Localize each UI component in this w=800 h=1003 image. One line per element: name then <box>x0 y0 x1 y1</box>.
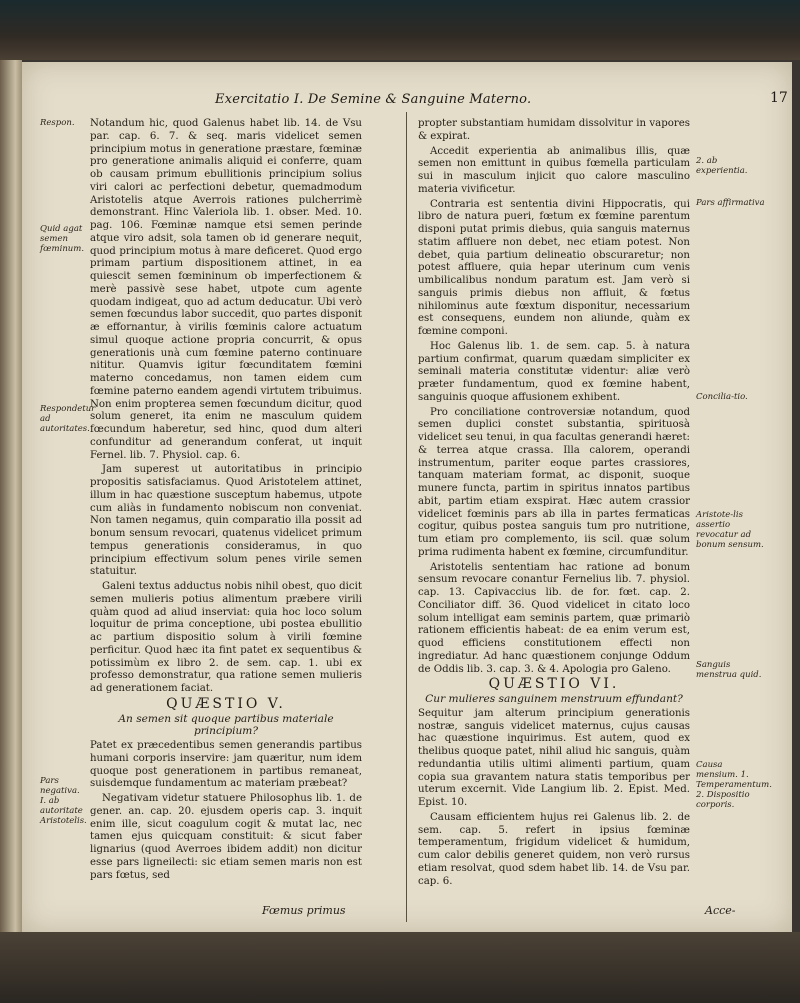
section-subhead-vi: Cur mulieres sanguinem menstruum effundant? <box>425 693 683 705</box>
right-paragraph: Accedit experientia ab animalibus illis, quæ semen non emittunt in quibus fœmella particulam sui in masculum injicit quo calore masculino materia vivificetur. <box>418 145 690 195</box>
right-paragraph: Pro conciliatione controversiæ notandum, quod semen duplici constet substantia, spirituosà videlicet seu tenui, in qua facultas generandi hæret: & terrea atque crassa. Illa calorem, operandi instrumentum, pariter eoque partes crassiores, tanquam materiam format, ac disponit, suoque munere functa, partim in spiritus innatos partibus abit, partim etiam exspirat. Hæc autem crassior videlicet fœminis pars ab illa in partes fermaticas cogitur, quibus postea sanguis tum pro nutritione, tum etiam pro complemento, iis scil. quæ solum prima rudimenta habent ex fœmine, circumfunditur. <box>418 406 690 558</box>
right-paragraph: Hoc Galenus lib. 1. de sem. cap. 5. à natura partium confirmat, quarum quædam simpliciter ex seminali materia constitutæ videntur: aliæ verò præter fundamentum, quod ex fœmine habent, sanguinis quoque affusionem exhibent. <box>418 340 690 403</box>
margin-note-left: Pars negativa. I. ab autoritate Aristotelis. <box>40 776 87 826</box>
photo-background-top <box>0 0 800 60</box>
margin-note-right: Pars affirmativa <box>696 198 765 208</box>
margin-note-right: Aristote-lis assertio revocatur ad bonum sensum. <box>696 510 764 550</box>
catchword-left: Fœmus primus <box>262 904 346 917</box>
margin-note-right: Sanguis menstrua quid. <box>696 660 762 680</box>
left-paragraph: Notandum hic, quod Galenus habet lib. 14. de Vsu par. cap. 6. 7. & seq. maris videlicet semen principium motus in generatione præstare, fœminæ pro generatione animalis aliquid ei conferre, quam ob causam primum ebullitionis principium solius viri calori ac perfectioni debetur, quemadmodum Aristotelis atque Averrois rationes pulcherrimè demonstrant. Hinc Valeriola lib. 1. obser. Med. 10. pag. 106. Fœminæ namque etsi semen perinde atque viro adsit, sola tamen ob id generare nequit, quod principium motus à mare deficeret. Quod ergo primam partium dispositionem attinet, in ea quiescit semen fœmininum ob imperfectionem & merè passivè sese habet, utpote cum agente quodam indigeat, quo ad actum deducatur. Ubi verò semen fœcundus labor succedit, quo partes disponit æ effornantur, à virilis fœminis calore actuatum simul quoque actione propria concurrit, & opus generationis unà cum fœmine paterno continuare nititur. Quamvis igitur fœcunditatem fœmini materno concedamus, non tamen eidem cum fœmine paterno eandem agendi virtutem tribuimus. Non enim propterea semen fœcundum dicitur, quod solum generet, ita enim ne masculum quidem fœcundum haberetur, sed hinc, quod dum alteri confunditur ad generandum conferat, ut inquit Fernel. lib. 7. Physiol. cap. 6. <box>90 118 362 461</box>
column-rule <box>406 112 407 922</box>
left-column <box>90 118 362 884</box>
book-edge <box>0 60 22 1003</box>
right-column <box>418 118 690 890</box>
section-heading-vi: QUÆSTIO VI. <box>488 676 620 693</box>
right-paragraph: Sequitur jam alterum principium generationis nostræ, sanguis videlicet maternus, cujus causas hac quæstione inquirimus. Est autem, quod ex thelibus quoque patet, nihil aliud hic sanguis, quàm redundantia utilis ultimi alimenti partium, quam copia sua gravantem natura statis temporibus per uterum excernit. Vide Langium lib. 2. Epist. Med. Epist. 10. <box>418 707 690 808</box>
catchword-right: Acce- <box>705 904 736 917</box>
margin-note-left: Quid agat semen fœminum. <box>40 224 85 254</box>
left-paragraph: Negativam videtur statuere Philosophus lib. 1. de gener. an. cap. 20. ejusdem operis cap. 3. inquit enim ille, sicut coagulum cogit & mutat lac, nec tamen ejus quicquam constituit: & sicut faber lignarius (quod Averroes ibidem addit) non dicitur esse pars ligneilecti: sic etiam semen maris non est pars fœtus, sed <box>90 793 362 881</box>
section-subhead-v: An semen sit quoque partibus materiale principium? <box>118 712 334 738</box>
page-number: 17 <box>770 90 788 106</box>
margin-note-left: Respondetur ad autoritates. <box>40 404 96 434</box>
left-paragraph: Patet ex præcedentibus semen generandis partibus humani corporis inservire: jam quæritur, num idem quoque post generationem in partibus remaneat, suisdemque fundamentum ac materiam præbeat? <box>90 740 362 790</box>
margin-note-left: Respon. <box>40 118 75 128</box>
right-paragraph: propter substantiam humidam dissolvitur in vapores & expirat. <box>418 118 690 142</box>
left-paragraph: Jam superest ut autoritatibus in principio propositis satisfaciamus. Quod Aristotelem attinet, illum in hac quæstione susceptum habemus, utpote cum aliàs in fundamento nobiscum non conveniat. Non tamen negamus, quin comparatio illa possit ad bonum sensum revocari, quatenus videlicet primum tempus generationis consideramus, in quo principium effectivum solum penes virile semen statuitur. <box>90 464 362 578</box>
margin-note-right: Concilia-tio. <box>696 392 748 402</box>
right-paragraph: Contraria est sententia divini Hippocratis, qui libro de natura pueri, fœtum ex fœmine parentum disponi putat primis diebus, quia sanguis maternus statim affluere non debet, nec etiam potest. Non debet, quia partium delineatio obscuraretur; non potest affluere, quia hepar uterinum cum venis umbilicalibus nondum paratum est. Jam verò si sanguis primis diebus non affluit, & fœtus nihilominus aute fœxtum disponitur, necessarium est consequens, eundem non aliunde, quàm ex fœmine componi. <box>418 198 690 337</box>
right-paragraph: Causam efficientem hujus rei Galenus lib. 2. de sem. cap. 5. refert in ipsius fœminæ temperamentum, frigidum videlicet & humidum, cum calor debilis generet quidem, non verò rursus etiam resolvat, quod sdem habet lib. 14. de Vsu par. cap. 6. <box>418 811 690 887</box>
photo-background-bottom <box>0 932 800 1003</box>
margin-note-right: 2. ab experientia. <box>696 156 748 176</box>
running-head: Exercitatio I. De Semine & Sanguine Materno. <box>215 92 532 107</box>
section-heading-v: QUÆSTIO V. <box>166 695 286 712</box>
left-paragraph: Galeni textus adductus nobis nihil obest, quo dicit semen mulieris potius alimentum præbere virili quàm quod ad aliud inserviat: quia hoc loco solum loquitur de prima conceptione, ubi postea ebullitio ac partium dispositio solum à virili fœmine perficitur. Quod hæc ita fint patet ex sequentibus & potissimùm ex libro 2. de sem. cap. 1. ubi ex professo demonstratur, qua ratione semen mulieris ad generationem faciat. <box>90 581 362 694</box>
right-paragraph: Aristotelis sententiam hac ratione ad bonum sensum revocare conantur Fernelius lib. 7. physiol. cap. 13. Capivaccius lib. de for. fœt. cap. 2. Conciliator diff. 36. Quod videlicet in citato loco solum intelligat eam seminis partem, quæ primariò rationem efficientis habeat: de ea enim verum est, quod efficiens constitutionem effecti non ingrediatur. Ad hanc quæstionem conjunge Oddum de Oddis lib. 3. cap. 3. & 4. Apologia pro Galeno. <box>418 561 690 675</box>
margin-note-right: Causa mensium. 1. Temperamentum. 2. Dispositio corporis. <box>696 760 772 810</box>
